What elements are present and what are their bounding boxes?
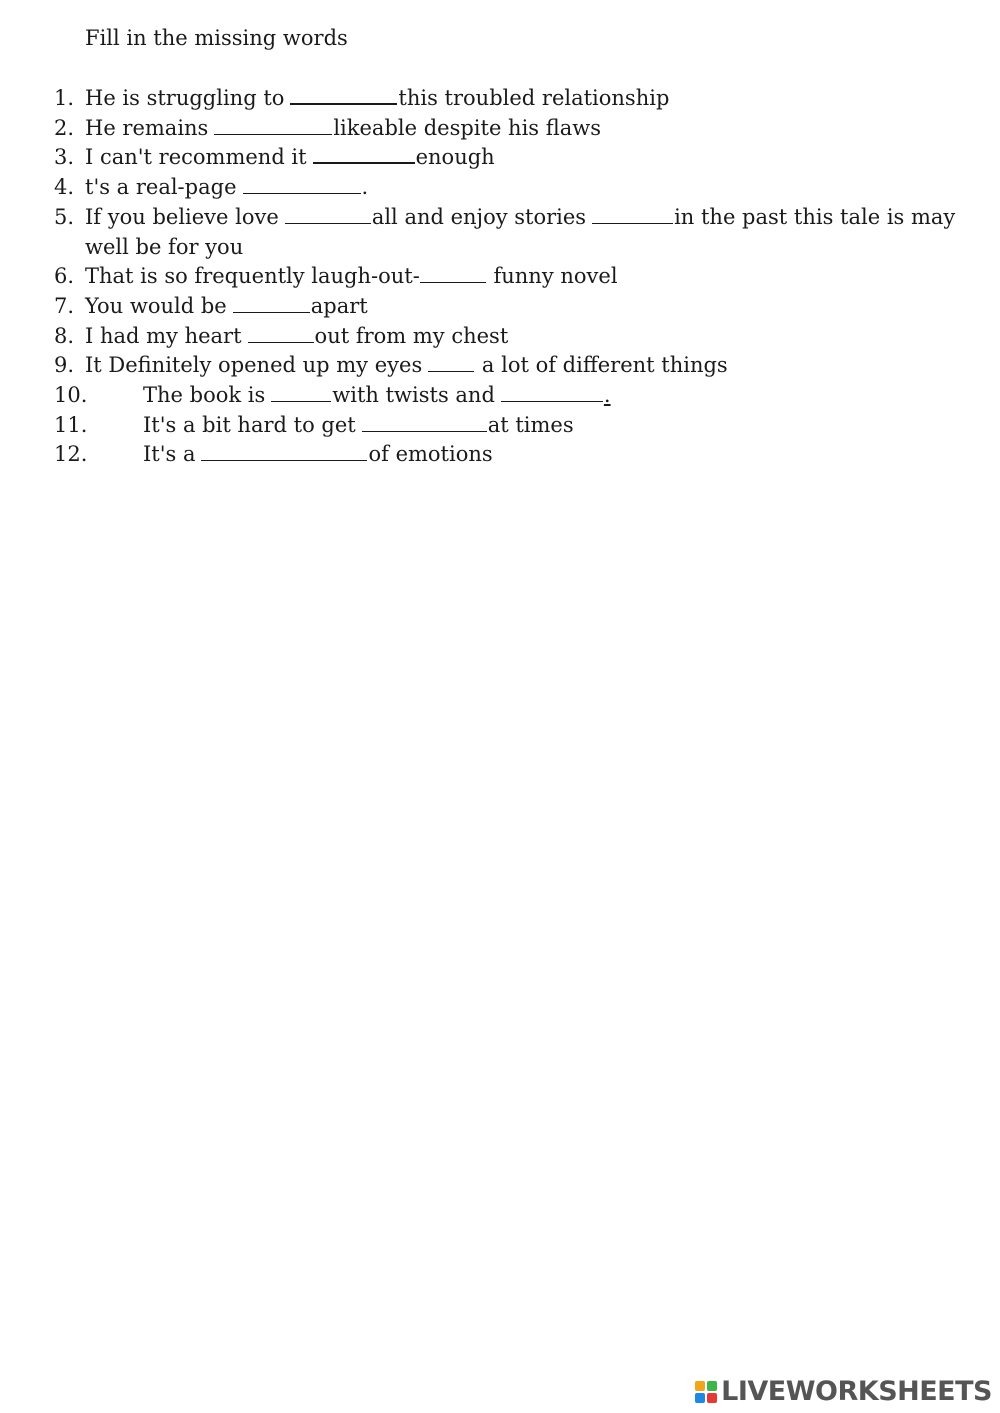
answer-blank-6[interactable] bbox=[420, 263, 486, 283]
item-number: 12. bbox=[54, 442, 88, 467]
answer-blank-10a[interactable] bbox=[271, 382, 331, 402]
item-text: You would be bbox=[85, 293, 227, 318]
answer-blank-5b[interactable] bbox=[592, 204, 673, 224]
worksheet-instruction: Fill in the missing words bbox=[85, 26, 348, 50]
item-text: That is so frequently laugh-out- bbox=[85, 264, 420, 289]
item-number: 9. bbox=[54, 353, 75, 378]
exercise-item-1 bbox=[54, 84, 974, 114]
answer-blank-12[interactable] bbox=[201, 441, 367, 461]
item-text: at times bbox=[487, 412, 574, 437]
answer-blank-9[interactable] bbox=[428, 352, 474, 372]
item-text: It Definitely opened up my eyes bbox=[85, 353, 423, 378]
exercise-item-5 bbox=[54, 203, 974, 262]
item-text: He is struggling to bbox=[85, 86, 285, 110]
answer-blank-4[interactable] bbox=[243, 174, 361, 194]
item-number: 4. bbox=[54, 175, 75, 200]
item-text: out from my chest bbox=[314, 323, 509, 348]
exercise-item-10 bbox=[54, 381, 974, 411]
answer-blank-8[interactable] bbox=[248, 323, 314, 343]
item-number: 5. bbox=[54, 204, 75, 229]
answer-blank-5a[interactable] bbox=[285, 204, 371, 224]
exercise-item-3 bbox=[54, 143, 974, 173]
answer-blank-11[interactable] bbox=[362, 412, 487, 432]
item-text: in the past this tale is may well be for you bbox=[85, 204, 956, 259]
exercise-item-7 bbox=[54, 292, 974, 322]
answer-blank-10b[interactable] bbox=[501, 382, 603, 402]
exercise-list bbox=[54, 84, 974, 470]
liveworksheets-logo[interactable] bbox=[695, 1376, 992, 1407]
item-number: 11. bbox=[54, 412, 88, 437]
logo-square bbox=[695, 1381, 705, 1391]
answer-blank-1[interactable] bbox=[290, 84, 397, 105]
item-text: t's a real-page bbox=[85, 175, 237, 200]
answer-blank-3[interactable] bbox=[313, 143, 415, 164]
item-number: 6. bbox=[54, 264, 75, 289]
item-number: 10. bbox=[54, 383, 88, 408]
item-text: The book is bbox=[143, 383, 266, 408]
item-text: this troubled relationship bbox=[398, 86, 670, 110]
exercise-item-11 bbox=[54, 411, 974, 441]
answer-blank-2[interactable] bbox=[214, 115, 332, 135]
item-text: all and enjoy stories bbox=[371, 204, 587, 229]
item-text: funny novel bbox=[486, 264, 618, 289]
logo-text: LIVEWORKSHEETS bbox=[721, 1376, 992, 1407]
exercise-item-12 bbox=[54, 440, 974, 470]
item-text: apart bbox=[310, 293, 368, 318]
exercise-item-4 bbox=[54, 173, 974, 203]
liveworksheets-logo-icon bbox=[695, 1381, 717, 1403]
item-number: 3. bbox=[54, 145, 75, 170]
answer-blank-7[interactable] bbox=[233, 293, 310, 313]
item-text: I had my heart bbox=[85, 323, 242, 348]
item-text: It's a bbox=[143, 442, 196, 467]
item-text: of emotions bbox=[368, 442, 493, 467]
item-text: . bbox=[603, 383, 611, 408]
item-text: . bbox=[361, 175, 369, 200]
item-text: It's a bit hard to get bbox=[143, 412, 356, 437]
exercise-item-6 bbox=[54, 262, 974, 292]
exercise-item-2 bbox=[54, 114, 974, 144]
item-text: I can't recommend it bbox=[85, 145, 307, 170]
item-text: If you believe love bbox=[85, 204, 279, 229]
item-number: 7. bbox=[54, 293, 75, 318]
logo-square bbox=[707, 1381, 717, 1391]
item-number: 1. bbox=[54, 86, 75, 110]
logo-square bbox=[707, 1393, 717, 1403]
item-text: likeable despite his flaws bbox=[333, 115, 602, 140]
item-text: with twists and bbox=[332, 383, 495, 408]
item-number: 2. bbox=[54, 115, 75, 140]
item-text: enough bbox=[415, 145, 495, 170]
logo-square bbox=[695, 1393, 705, 1403]
item-text: a lot of different things bbox=[475, 353, 728, 378]
exercise-item-8 bbox=[54, 322, 974, 352]
item-text: He remains bbox=[85, 115, 209, 140]
exercise-item-9 bbox=[54, 351, 974, 381]
item-number: 8. bbox=[54, 323, 75, 348]
